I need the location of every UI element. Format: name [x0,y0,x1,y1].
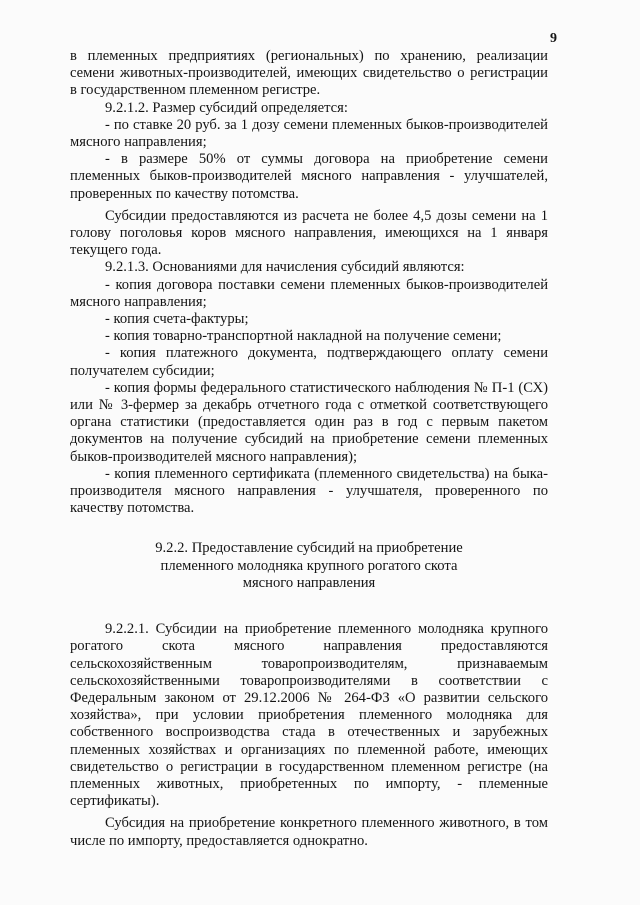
list-item: - копия договора поставки семени племенных быков-производителей мясного направления; [70,276,548,310]
paragraph: Субсидии предоставляются из расчета не более 4,5 дозы семени на 1 голову поголовья коров мясного направления, имеющихся на 1 января текущего года. [70,207,548,259]
paragraph: 9.2.1.3. Основаниями для начисления субсидий являются: [105,259,465,276]
list-item: - в размере 50% от суммы договора на приобретение семени племенных быков-производителей мясного направления - улучшателей, проверенных по качеству потомства. [70,151,548,202]
paragraph: 9.2.1.2. Размер субсидий определяется: [105,99,348,116]
paragraph: сельскохозяйственными товаропроизводителями в соответствии с Федеральным законом от 29.12.2006 № 264-ФЗ «О развитии сельского хозяйства», при условии приобретения племенного молодняка для собственного воспроизводства стада в отечественных и зарубежных племенных хозяйствах и организациях по племенной работе, имеющих свидетельство о регистрации в государственном племенном регистре (на племенных животных, приобретенных по импорту, - племенные сертификаты). [70,672,548,810]
heading-line: мясного направления [242,574,376,591]
paragraph-line: сельскохозяйственным товаропроизводителям, признаваемым [70,655,548,672]
list-item: - копия товарно-транспортной накладной на получение семени; [105,328,502,345]
list-item: - копия формы федерального статистического наблюдения № П-1 (СХ) или № 3-фермер за декабрь отчетного года с отметкой соответствующего органа статистики (предоставляется один раз в год с первым пакетом документов на получение субсидий на приобретение семени племенных быков-производителей мясного направления); [70,379,548,465]
heading-line: 9.2.2. Предоставление субсидий на приобретение [155,540,463,557]
paragraph: в племенных предприятиях (региональных) по хранению, реализации семени животных-производителей, имеющих свидетельство о регистрации в государственном племенном регистре. [70,48,548,99]
list-item: - копия счета-фактуры; [105,311,249,328]
heading-line: племенного молодняка крупного рогатого скота [160,557,458,574]
paragraph: Субсидия на приобретение конкретного племенного животного, в том числе по импорту, предоставляется однократно. [70,815,548,849]
page-number: 9 [550,31,557,46]
list-item: - копия племенного сертификата (племенного свидетельства) на быка-производителя мясного направления - улучшателя, проверенного по качеству потомства. [70,465,548,517]
list-item: - по ставке 20 руб. за 1 дозу семени племенных быков-производителей мясного направления; [70,116,548,151]
document-body [70,48,548,850]
section-heading [70,540,548,592]
paragraph: 9.2.2.1. Субсидии на приобретение племенного молодняка крупного рогатого скота мясного направления предоставляются [70,621,548,655]
list-item: - копия платежного документа, подтверждающего оплату семени получателем субсидии; [70,345,548,379]
